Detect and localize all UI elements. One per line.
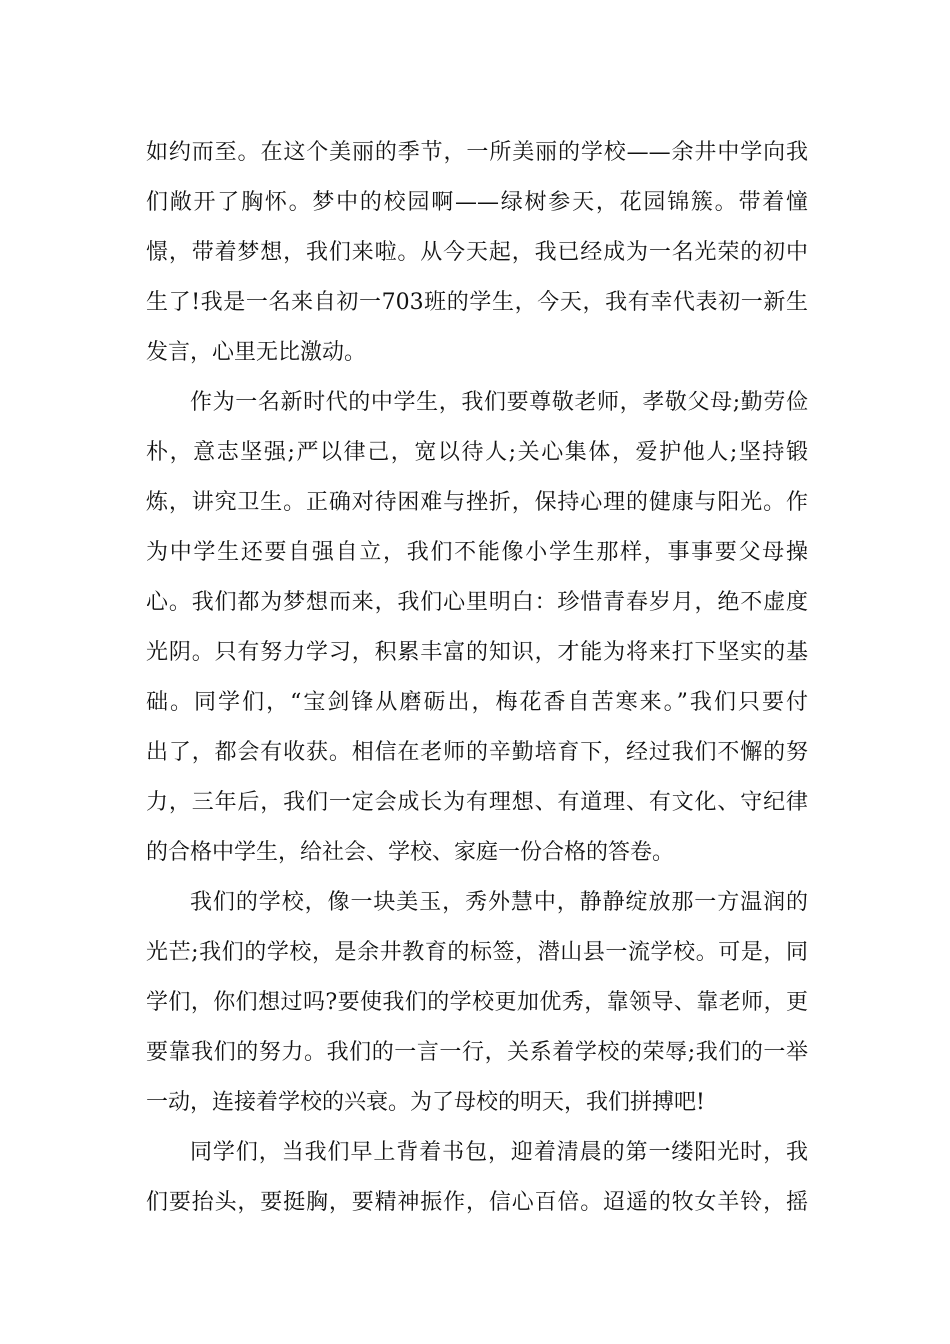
text-line: 础。同学们，“宝剑锋从磨砺出，梅花香自苦寒来。”我们只要付 — [146, 690, 808, 715]
text-line: 光阴。只有努力学习，积累丰富的知识，才能为将来打下坚实的基 — [146, 640, 808, 665]
text-line: 一动，连接着学校的兴衰。为了母校的明天，我们拼搏吧! — [146, 1090, 705, 1115]
text-line: 光芒;我们的学校，是余井教育的标签，潜山县一流学校。可是，同 — [146, 940, 808, 965]
text-line: 如约而至。在这个美丽的季节，一所美丽的学校——余井中学向我 — [146, 140, 808, 165]
text-line: 生了!我是一名来自初一703班的学生，今天，我有幸代表初一新生 — [146, 290, 808, 315]
text-line: 们敞开了胸怀。梦中的校园啊——绿树参天，花园锦簇。带着憧 — [146, 190, 808, 215]
text-line: 们要抬头，要挺胸，要精神振作，信心百倍。迢遥的牧女羊铃，摇 — [146, 1190, 808, 1215]
text-line: 作为一名新时代的中学生，我们要尊敬老师，孝敬父母;勤劳俭 — [190, 390, 808, 415]
text-line: 的合格中学生，给社会、学校、家庭一份合格的答卷。 — [146, 840, 675, 865]
text-line: 为中学生还要自强自立，我们不能像小学生那样，事事要父母操 — [146, 540, 808, 565]
text-line: 炼，讲究卫生。正确对待困难与挫折，保持心理的健康与阳光。作 — [146, 490, 808, 515]
text-line: 力，三年后，我们一定会成长为有理想、有道理、有文化、守纪律 — [146, 790, 808, 815]
text-line: 同学们，当我们早上背着书包，迎着清晨的第一缕阳光时，我 — [190, 1140, 808, 1165]
text-line: 学们，你们想过吗?要使我们的学校更加优秀，靠领导、靠老师，更 — [146, 990, 808, 1015]
text-line: 要靠我们的努力。我们的一言一行，关系着学校的荣辱;我们的一举 — [146, 1040, 808, 1065]
text-line: 心。我们都为梦想而来，我们心里明白：珍惜青春岁月，绝不虚度 — [146, 590, 808, 615]
text-line: 憬，带着梦想，我们来啦。从今天起，我已经成为一名光荣的初中 — [146, 240, 808, 265]
text-line: 朴，意志坚强;严以律己，宽以待人;关心集体，爱护他人;坚持锻 — [146, 440, 808, 465]
text-line: 我们的学校，像一块美玉，秀外慧中，静静绽放那一方温润的 — [190, 890, 808, 915]
text-line: 出了，都会有收获。相信在老师的辛勤培育下，经过我们不懈的努 — [146, 740, 808, 765]
text-line: 发言，心里无比激动。 — [146, 340, 367, 365]
document-body — [146, 128, 808, 1228]
